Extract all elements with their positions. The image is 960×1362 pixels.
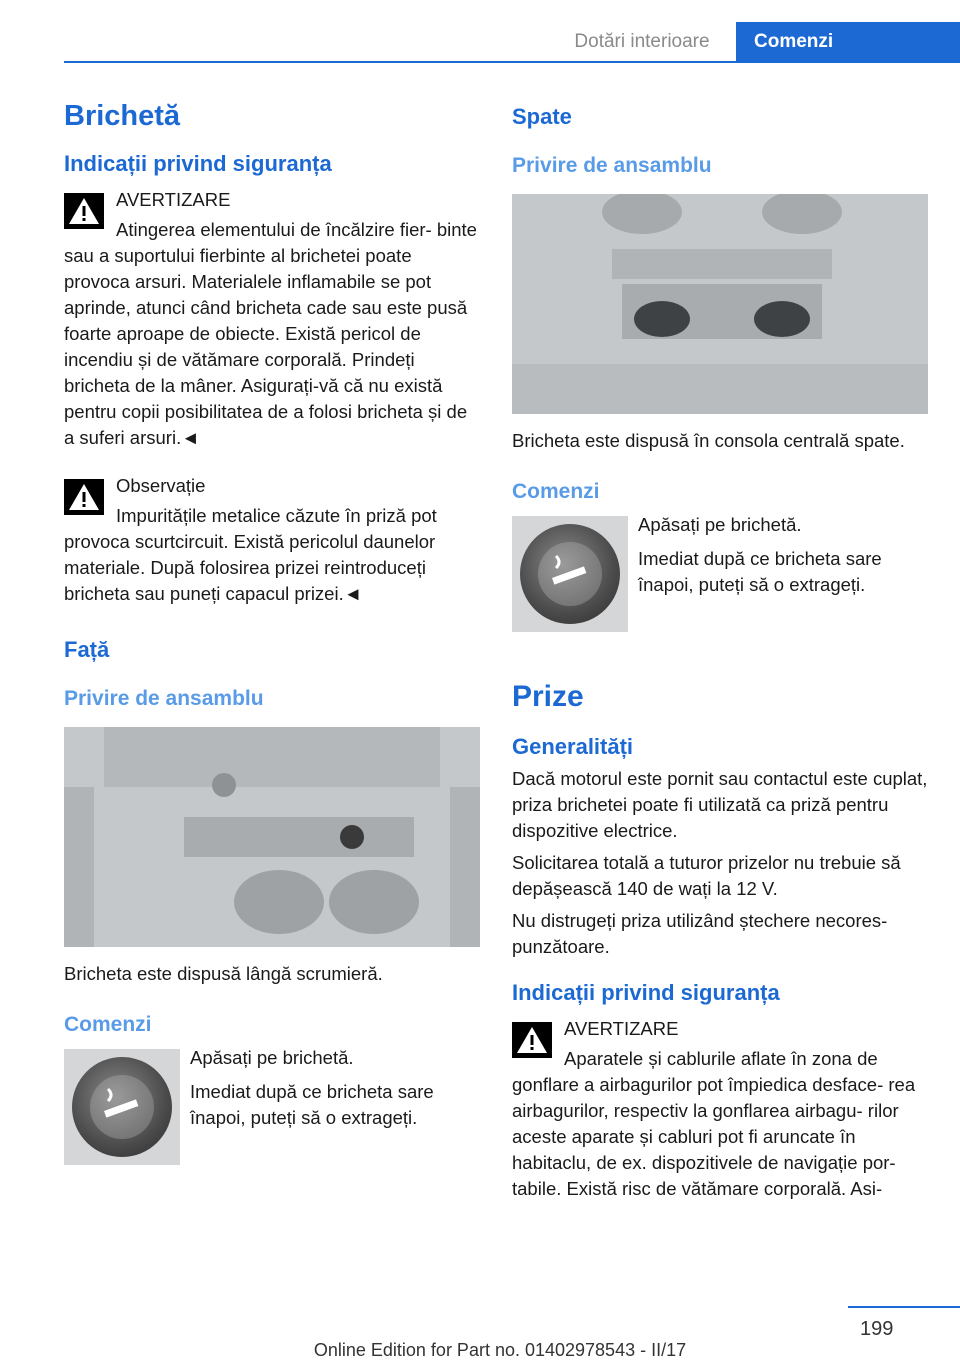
warning-label: AVERTIZARE xyxy=(116,189,231,210)
front-press-text: Apăsați pe brichetă. xyxy=(190,1047,354,1068)
chapter-tab[interactable]: Comenzi xyxy=(736,22,960,62)
edition-footer: Online Edition for Part no. 01402978543 - II/17 xyxy=(313,1340,687,1360)
rear-pop-text: Imediat după ce bricheta sare înapoi, puteți să o extrageți. xyxy=(638,548,882,595)
lighter-knob-face xyxy=(90,1075,154,1139)
sockets-title: Prize xyxy=(512,680,584,713)
general-paragraph-3: Nu distrugeți priza utilizând ștechere necores- punzătoare. xyxy=(512,910,888,957)
rear-press-text: Apăsați pe brichetă. xyxy=(638,514,802,535)
page-number: 199 xyxy=(860,1318,894,1340)
warning-icon xyxy=(512,1022,552,1058)
rear-overview-heading: Privire de ansamblu xyxy=(512,154,712,177)
footer-rule xyxy=(848,1306,960,1308)
notice-label: Observație xyxy=(116,475,206,496)
lighter-button-image xyxy=(64,1049,180,1165)
rear-controls-heading: Comenzi xyxy=(512,480,600,503)
header-rule xyxy=(64,61,960,63)
sockets-warning-text: Aparatele și cablurile aflate în zona de gonflare a airbagurilor pot împiedica desface- rea airbagurilor, respectiv la gonflarea airbagu- rilor aceste aparate și cabluri pot fi aruncate în habitaclu, de ex. dispozitivele de navigație por- tabile. Există risc de vătămare corporală. Asi- xyxy=(512,1048,916,1199)
warning-block xyxy=(64,187,482,451)
general-heading: Generalități xyxy=(512,734,634,759)
general-paragraph-1: Dacă motorul este pornit sau contactul este cuplat, priza brichetei poate fi utilizată ca priză pentru dispozitive electrice. xyxy=(512,768,928,841)
section-tab[interactable]: Dotări interioare xyxy=(574,31,710,52)
notice-text: Impuritățile metalice căzute în priză pot provoca scurtcircuit. Există pericolul daunelor materiale. După folosirea prizei reintroduceți bricheta sau puneți capacul prizei.◄ xyxy=(64,505,437,604)
rear-console-illustration xyxy=(512,194,928,414)
rear-heading: Spate xyxy=(512,104,572,129)
lighter-knob-face xyxy=(538,542,602,606)
rear-console-image xyxy=(512,194,928,414)
front-console-image xyxy=(64,727,480,947)
page-title: Brichetă xyxy=(64,100,181,132)
right-column xyxy=(512,100,930,1202)
front-overview-heading: Privire de ansamblu xyxy=(64,687,264,710)
sockets-safety-heading: Indicații privind siguranța xyxy=(512,980,780,1005)
front-controls-block xyxy=(64,1045,482,1131)
sockets-warning-label: AVERTIZARE xyxy=(564,1018,679,1039)
left-column xyxy=(64,100,482,1173)
lighter-button-image xyxy=(512,516,628,632)
front-pop-text: Imediat după ce bricheta sare înapoi, puteți să o extrageți. xyxy=(190,1081,434,1128)
rear-controls-block xyxy=(512,512,930,640)
front-controls-heading: Comenzi xyxy=(64,1013,152,1036)
general-paragraph-2: Solicitarea totală a tuturor prizelor nu trebuie să depășească 140 de wați la 12 V. xyxy=(512,852,901,899)
rear-caption: Bricheta este dispusă în consola centrală spate. xyxy=(512,430,905,451)
warning-text: Atingerea elementului de încălzire fier- binte sau a suportului fierbinte al brichetei poate provoca arsuri. Materialele inflamabile se pot aprinde, atunci când bricheta cade sau este pusă foarte aproape de obiecte. Există pericol de incendiu și de vătămare corporală. Prindeți bricheta de la mâner. Asigurați-vă că nu există pentru copii posibilitatea de a folosi bricheta și de a suferi arsuri.◄ xyxy=(64,219,477,448)
safety-heading: Indicații privind siguranța xyxy=(64,151,332,176)
warning-icon xyxy=(64,193,104,229)
notice-block xyxy=(64,473,482,607)
sockets-warning-block xyxy=(512,1016,930,1202)
warning-icon xyxy=(64,479,104,515)
front-console-illustration xyxy=(64,727,480,947)
lighter-knob xyxy=(72,1057,172,1157)
cigarette-icon xyxy=(538,542,602,606)
lighter-knob xyxy=(520,524,620,624)
front-heading: Față xyxy=(64,637,110,662)
front-caption: Bricheta este dispusă lângă scrumieră. xyxy=(64,963,383,984)
cigarette-icon xyxy=(90,1075,154,1139)
